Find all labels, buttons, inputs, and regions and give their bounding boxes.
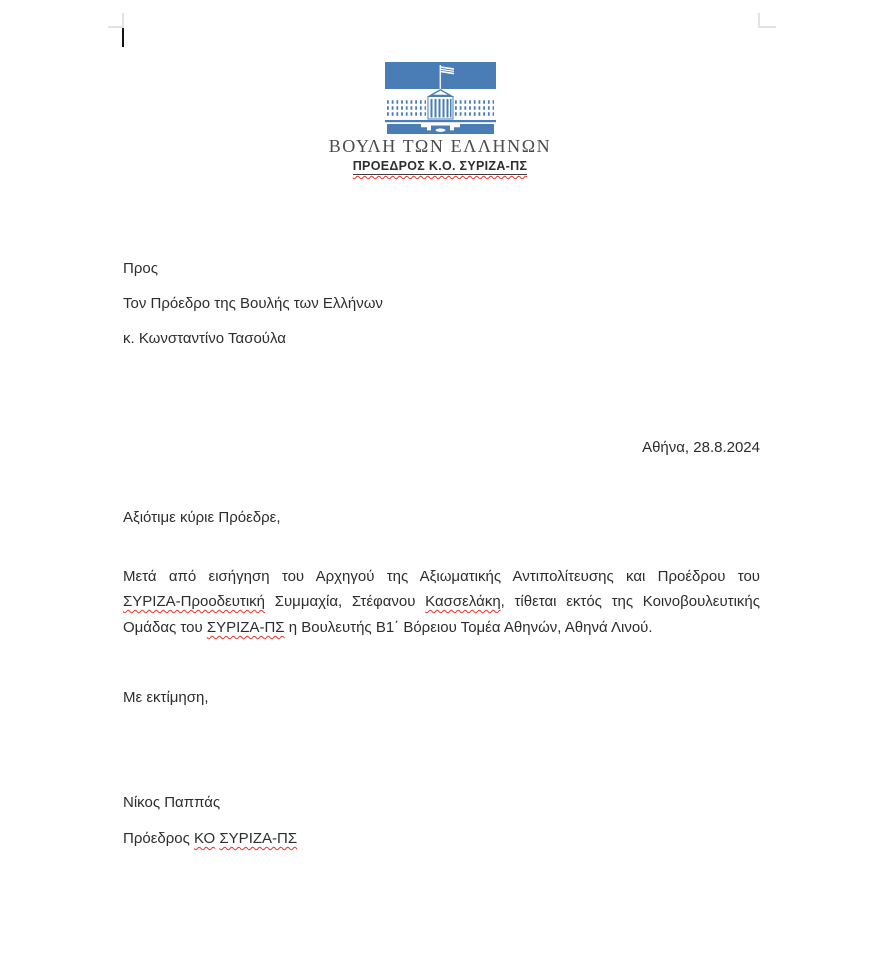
body-line1[interactable]: Μετά από εισήγηση του Αρχηγού της Αξιωματικής Αντιπολίτευσης και Προέδρου του [123,568,760,585]
body-text: Πρόεδρος [123,830,195,847]
body-text: Ομάδας του [123,619,207,636]
dateline[interactable]: Αθήνα, 28.8.2024 [642,439,760,456]
sender-title: ΠΡΟΕΔΡΟΣ Κ.Ο. ΣΥΡΙΖΑ-ΠΣ [352,159,528,173]
body-text: , τίθεται εκτός της Κοινοβουλευτικής [500,593,760,610]
recipient-to[interactable]: Προς [123,260,158,277]
body-text: Συμμαχία, Στέφανου [265,593,426,610]
spellcheck-word: Κασσελάκη [425,593,501,610]
text-cursor [122,28,124,47]
sender-title-line [0,157,880,175]
closing[interactable]: Με εκτίμηση, [123,689,209,706]
recipient-line2[interactable]: κ. Κωνσταντίνο Τασούλα [123,330,286,347]
margin-crop-mark-top-left [108,13,124,28]
body-text: η Βουλευτής Β1΄ Βόρειου Τομέα Αθηνών, Αθηνά Λινού. [284,619,653,636]
salutation[interactable]: Αξιότιμε κύριε Πρόεδρε, [123,509,281,526]
spellcheck-word: ΣΥΡΙΖΑ-Προοδευτική [123,593,266,610]
margin-crop-mark-top-right [758,13,776,28]
spellcheck-word: ΣΥΡΙΖΑ-ΠΣ [219,830,298,847]
body-line2[interactable] [123,592,760,611]
signature-title[interactable] [123,829,760,848]
signature-name[interactable]: Νίκος Παππάς [123,794,221,811]
body-line3[interactable] [123,618,760,637]
org-name: ΒΟΥΛΗ ΤΩΝ ΕΛΛΗΝΩΝ [328,136,552,156]
recipient-line1[interactable]: Τον Πρόεδρο της Βουλής των Ελλήνων [123,295,383,312]
spellcheck-word: ΚΟ [194,830,216,847]
parliament-logo[interactable] [384,62,497,135]
spellcheck-word: ΣΥΡΙΖΑ-ΠΣ [206,619,285,636]
